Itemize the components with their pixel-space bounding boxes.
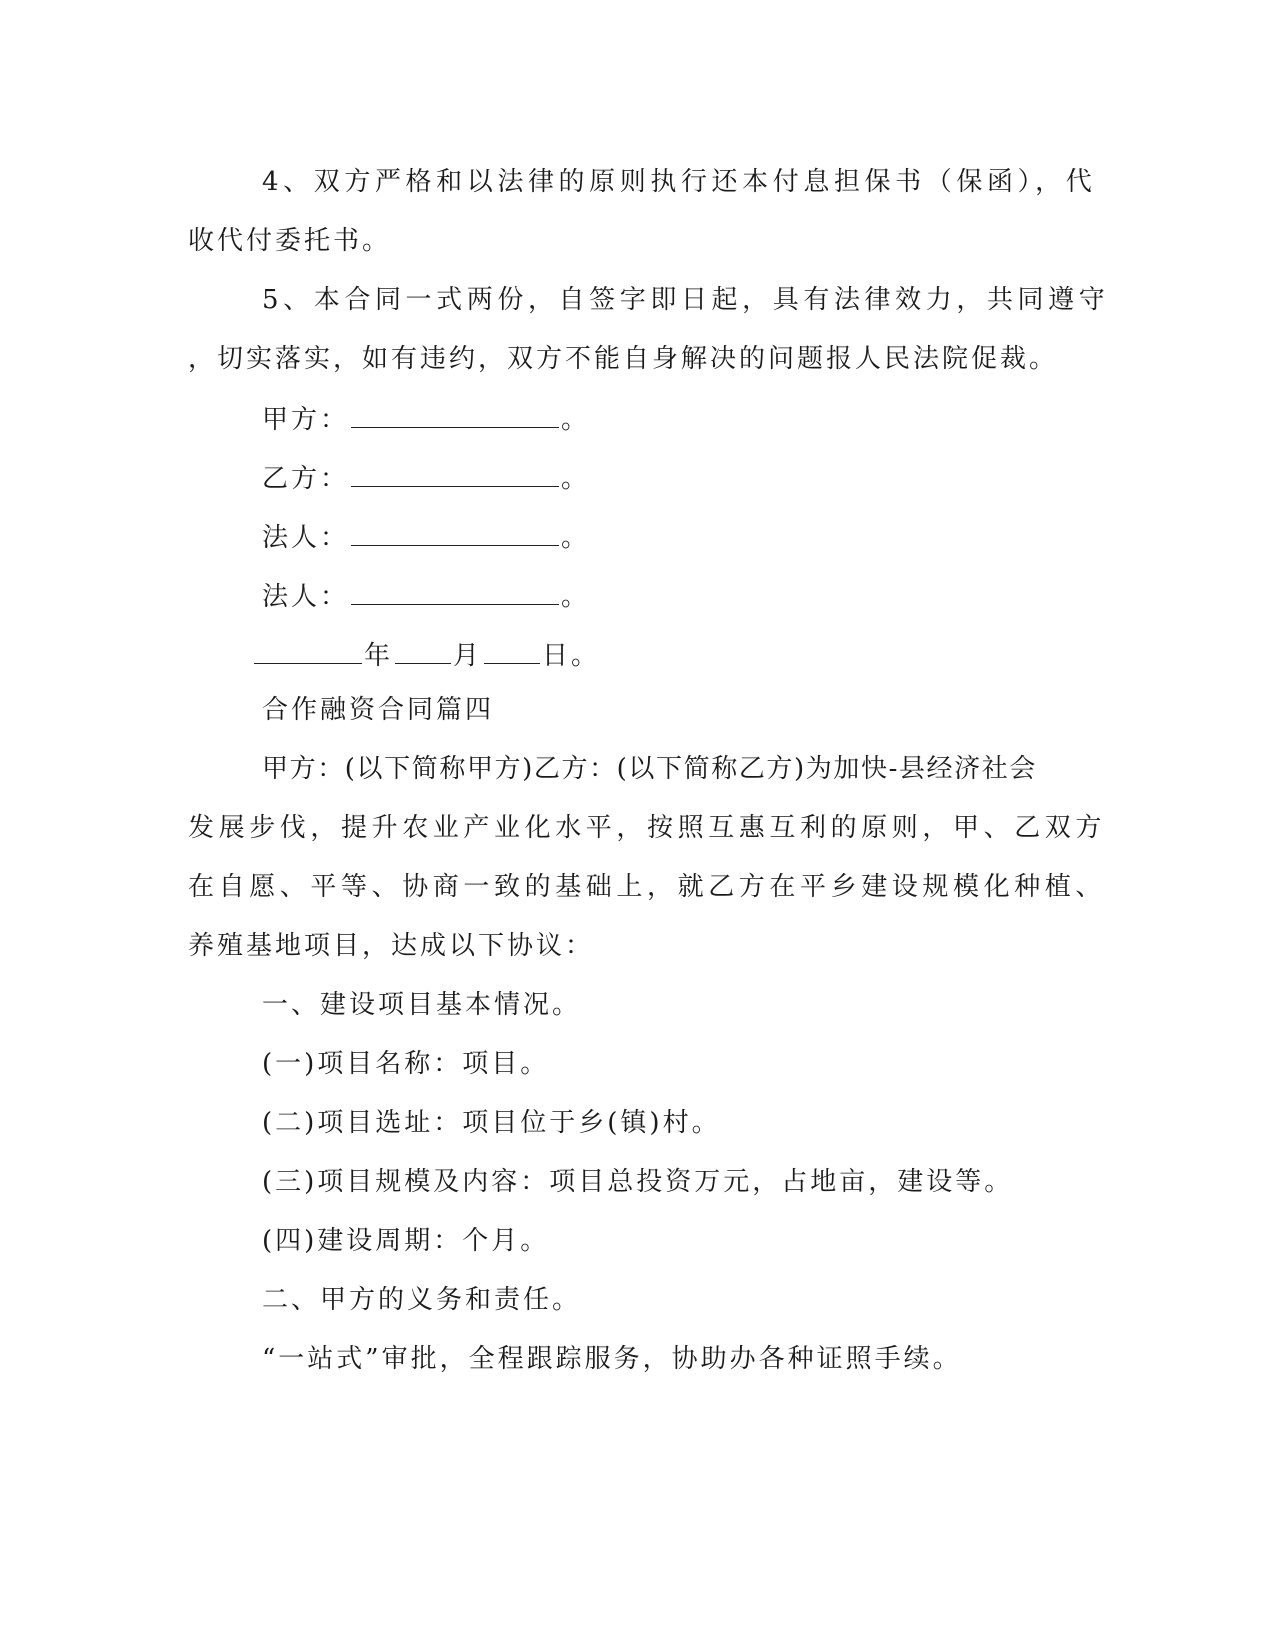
signature-end: 。	[561, 464, 591, 494]
section-title: 合作融资合同篇四	[262, 695, 495, 725]
clause-5-line-1: 5、本合同一式两份，自签字即日起，具有法律效力，共同遵守	[262, 285, 1110, 315]
signature-blank	[351, 460, 559, 487]
clause-5-line-2: ，切实落实，如有违约，双方不能自身解决的问题报人民法院促裁。	[188, 344, 1059, 374]
signature-line-party-b	[262, 460, 590, 496]
article-2-line-1: “一站式”审批，全程跟踪服务，协助办各种证照手续。	[262, 1344, 962, 1374]
date-line	[252, 637, 600, 673]
year-blank	[254, 637, 362, 664]
signature-blank	[351, 519, 559, 546]
day-label: 日。	[542, 641, 601, 671]
article-1-item: (一)项目名称：项目。	[262, 1049, 550, 1079]
article-1-item: (二)项目选址：项目位于乡(镇)村。	[262, 1108, 721, 1138]
signature-end: 。	[561, 405, 591, 435]
intro-line-3: 在自愿、平等、协商一致的基础上，就乙方在平乡建设规模化种植、	[188, 872, 1107, 902]
signature-end: 。	[561, 523, 591, 553]
signature-blank	[351, 401, 559, 428]
article-1-heading: 一、建设项目基本情况。	[262, 990, 582, 1020]
signature-line-legal-person-2	[262, 578, 590, 614]
signature-line-legal-person-1	[262, 519, 590, 555]
article-2-heading: 二、甲方的义务和责任。	[262, 1285, 582, 1315]
signature-blank	[351, 578, 559, 605]
signature-label: 乙方：	[262, 464, 350, 494]
intro-line-4: 养殖基地项目，达成以下协议：	[188, 931, 595, 961]
signature-end: 。	[561, 582, 591, 612]
month-blank	[395, 637, 451, 664]
signature-label: 法人：	[262, 582, 350, 612]
clause-4-line-2: 收代付委托书。	[188, 226, 392, 256]
signature-line-party-a	[262, 401, 590, 437]
intro-line-1: 甲方：(以下简称甲方)乙方：(以下简称乙方)为加快-县经济社会	[262, 754, 1037, 784]
day-blank	[484, 637, 540, 664]
clause-4-line-1: 4、双方严格和以法律的原则执行还本付息担保书（保函），代	[262, 167, 1097, 197]
month-label: 月	[453, 641, 483, 671]
year-label: 年	[364, 641, 394, 671]
intro-line-2: 发展步伐，提升农业产业化水平，按照互惠互利的原则，甲、乙双方	[188, 813, 1107, 843]
article-1-item: (四)建设周期：个月。	[262, 1226, 550, 1256]
signature-label: 甲方：	[262, 405, 350, 435]
article-1-item: (三)项目规模及内容：项目总投资万元，占地亩，建设等。	[262, 1167, 1014, 1197]
signature-label: 法人：	[262, 523, 350, 553]
